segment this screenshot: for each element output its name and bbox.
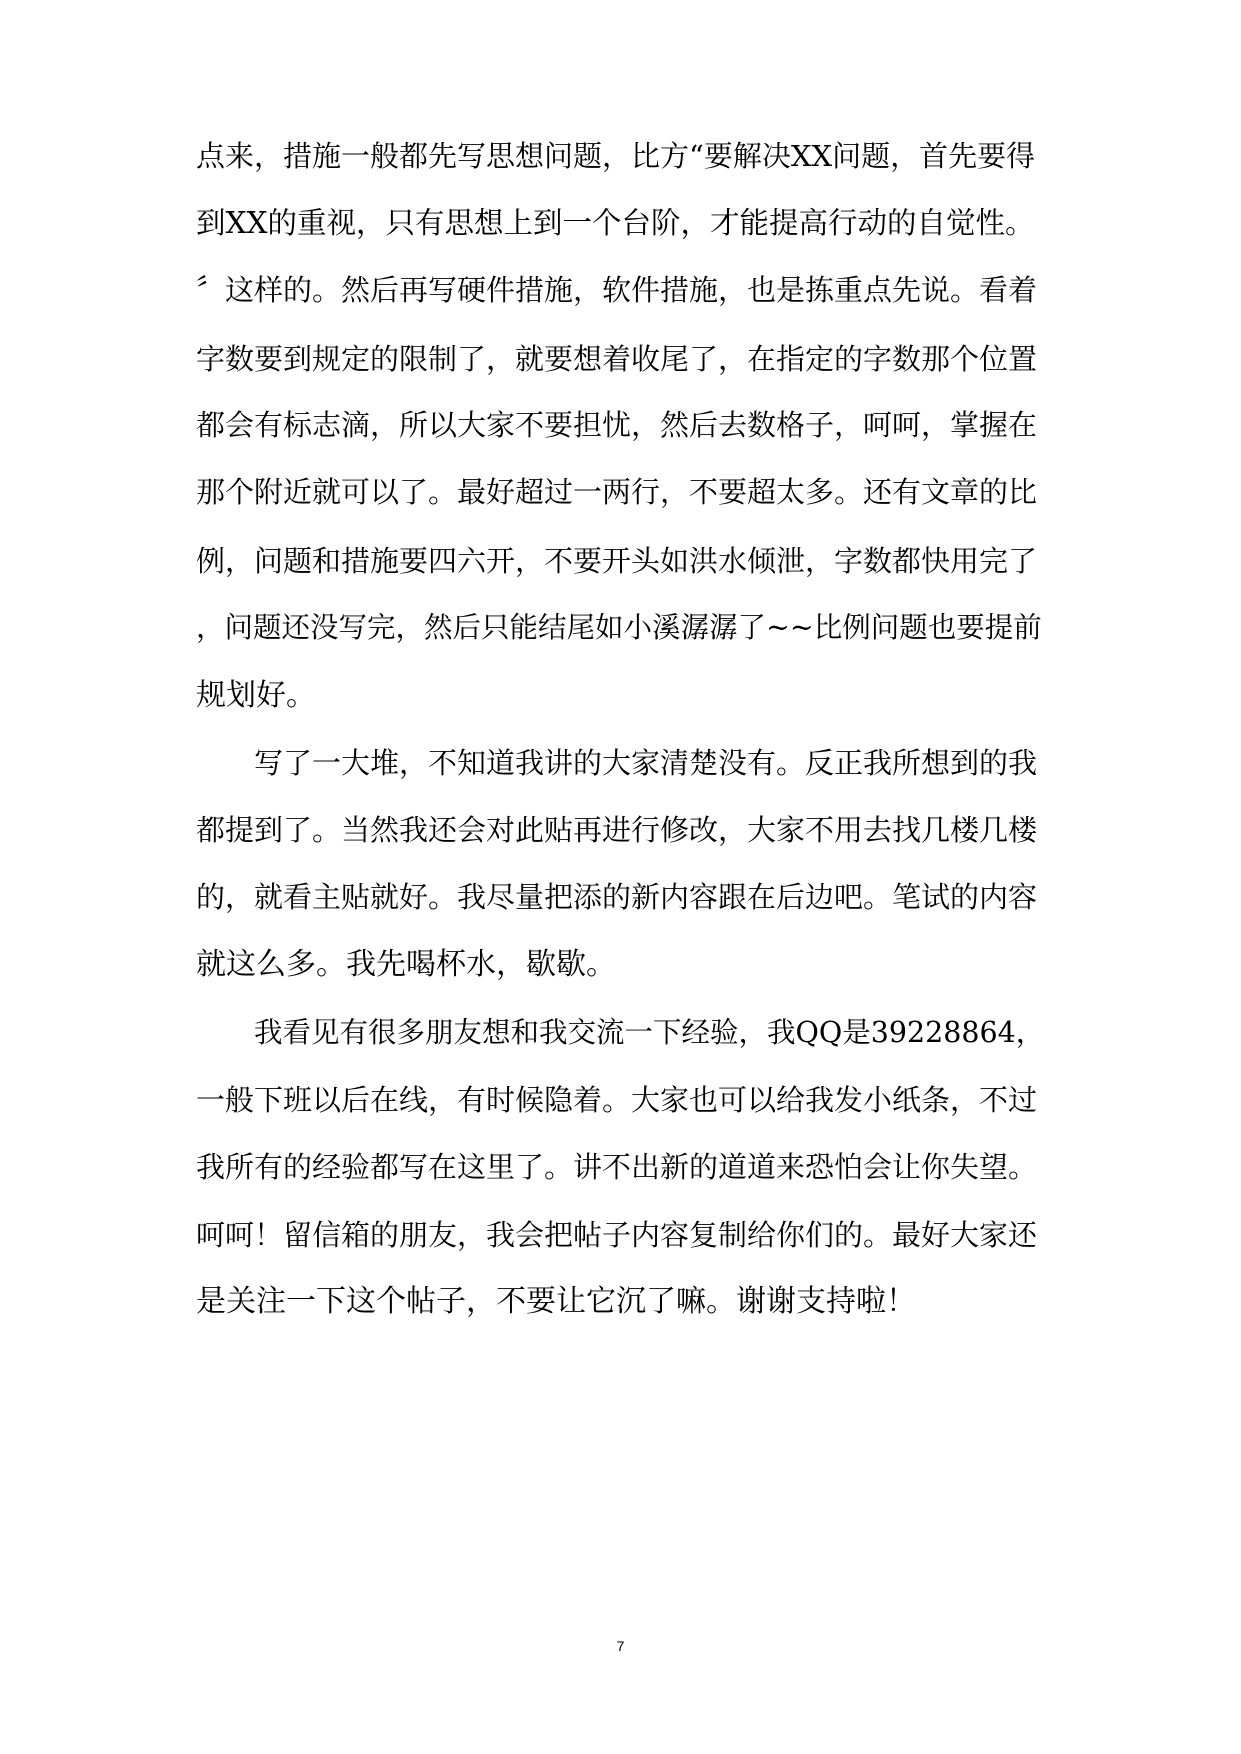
- paragraph-first-line: 写了一大堆，不知道我讲的大家清楚没有。反正我所想到的我: [254, 746, 1038, 780]
- text-line: 一般下班以后在线，有时候隐着。大家也可以给我发小纸条，不过: [196, 1083, 1038, 1117]
- paragraph-first-line: 我看见有很多朋友想和我交流一下经验，我QQ是39228864，: [254, 1016, 1045, 1049]
- text-line: 那个附近就可以了。最好超过一两行，不要超太多。还有文章的比: [196, 475, 1038, 509]
- page-number: 7: [616, 1638, 625, 1654]
- text-line: 都会有标志滴，所以大家不要担忧，然后去数格子，呵呵，掌握在: [196, 408, 1038, 442]
- text-line: 到XX的重视，只有思想上到一个台阶，才能提高行动的自觉性。: [196, 206, 1035, 240]
- text-line: 字数要到规定的限制了，就要想着收尾了，在指定的字数那个位置: [196, 342, 1038, 376]
- text-line: 我所有的经验都写在这里了。讲不出新的道道来恐怕会让你失望。: [196, 1150, 1038, 1184]
- text-line: 点来，措施一般都先写思想问题，比方“要解决XX问题，首先要得: [196, 139, 1036, 173]
- text-line: 例，问题和措施要四六开，不要开头如洪水倾泄，字数都快用完了: [196, 544, 1038, 578]
- text-line: 〞这样的。然后再写硬件措施，软件措施，也是拣重点先说。看着: [196, 273, 1038, 307]
- text-line: ，问题还没写完，然后只能结尾如小溪潺潺了~~比例问题也要提前: [196, 611, 1042, 644]
- text-line: 是关注一下这个帖子，不要让它沉了嘛。谢谢支持啦！: [196, 1284, 916, 1319]
- text-line: 呵呵！留信箱的朋友，我会把帖子内容复制给你们的。最好大家还: [196, 1218, 1038, 1252]
- text-line: 规划好。: [196, 678, 316, 713]
- text-line: 都提到了。当然我还会对此贴再进行修改，大家不用去找几楼几楼: [196, 813, 1038, 847]
- text-line: 的，就看主贴就好。我尽量把添的新内容跟在后边吧。笔试的内容: [196, 880, 1038, 914]
- text-line: 就这么多。我先喝杯水，歇歇。: [196, 947, 616, 982]
